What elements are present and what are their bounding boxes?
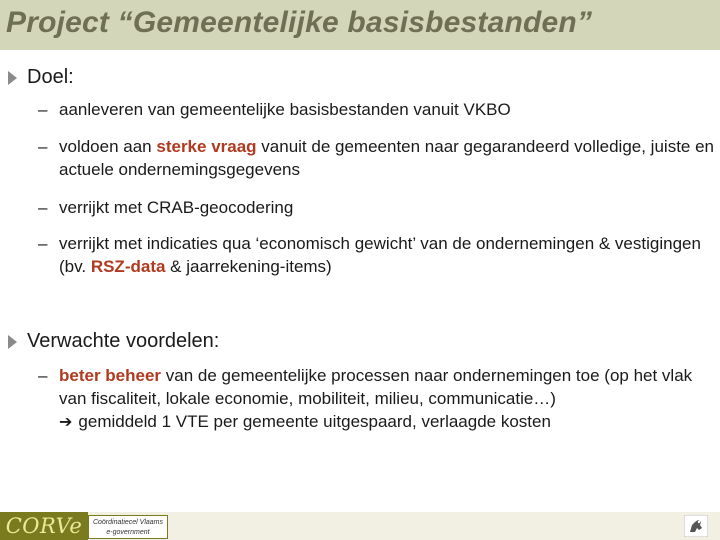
list-item-text: aanleveren van gemeentelijke basisbestanden vanuit VKBO	[59, 100, 511, 119]
triangle-right-icon	[8, 71, 17, 85]
bullet-heading-doel: Doel:	[27, 66, 74, 88]
triangle-right-icon	[8, 335, 17, 349]
list-item-text: verrijkt met indicaties qua ‘economisch gewicht’ van de ondernemingen & vestigingen (bv. RSZ-data & jaarrekening-items)	[59, 234, 701, 276]
list-item-text: verrijkt met CRAB-geocodering	[59, 198, 294, 217]
highlight-text: sterke vraag	[156, 137, 257, 156]
bullet-voordelen	[8, 330, 219, 353]
bullet-doel	[8, 66, 74, 89]
dash-marker: –	[38, 198, 48, 217]
highlight-text: RSZ-data	[90, 257, 166, 276]
footer-tagline: Coördinatiecel Vlaams e-government	[88, 515, 168, 539]
list-item-text: voldoen aan sterke vraag vanuit de gemeenten naar gegarandeerd volledige, juiste en actuele ondernemingsgegevens	[59, 137, 715, 179]
dash-marker: –	[38, 234, 48, 253]
dash-marker: –	[38, 366, 48, 385]
arrow-right-icon: ➔	[59, 414, 73, 431]
slide-title: Project “Gemeentelijke basisbestanden”	[6, 6, 593, 39]
corve-logo: CORVe	[0, 512, 88, 540]
dash-marker: –	[38, 100, 48, 119]
highlight-text: beter beheer	[59, 366, 162, 385]
flemish-lion-icon	[684, 515, 708, 537]
dash-marker: –	[38, 137, 48, 156]
bullet-heading-voordelen: Verwachte voordelen:	[27, 330, 220, 352]
list-item-text: beter beheer van de gemeentelijke processen naar ondernemingen toe (op het vlak van fiscaliteit, lokale economie, mobiliteit, milieu, communicatie…) ➔ gemiddeld 1 VTE per gemeente uitgespaard, verlaagde kosten	[59, 366, 693, 431]
